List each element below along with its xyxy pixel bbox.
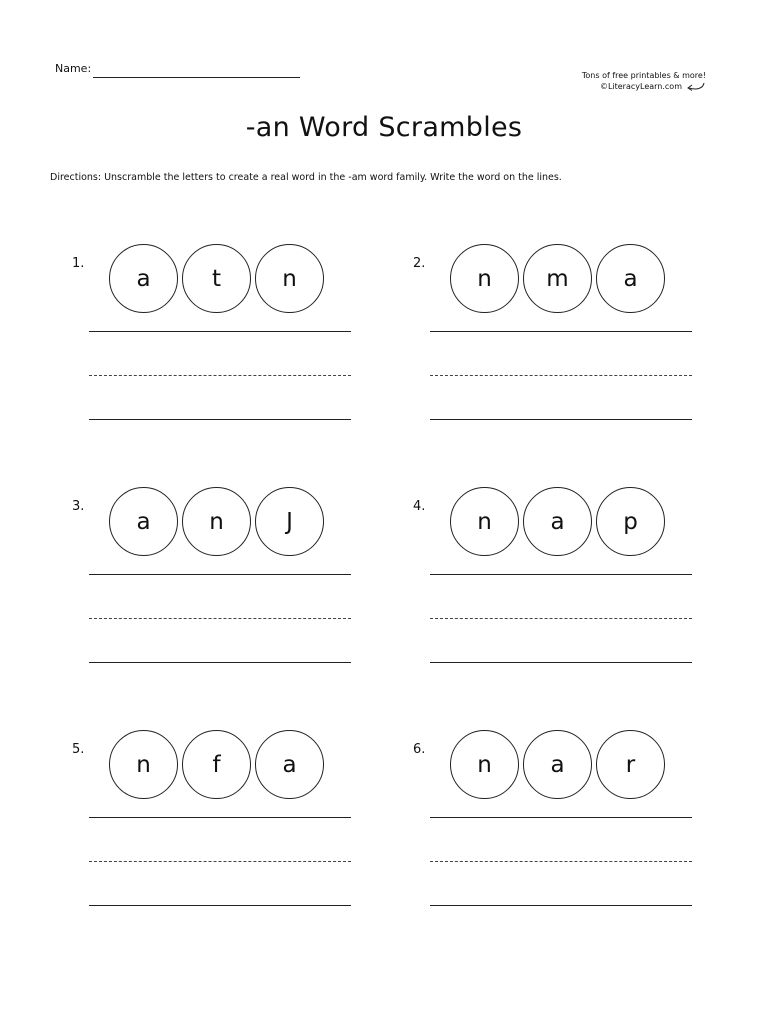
name-line[interactable] [93,77,300,78]
writing-line-base[interactable] [89,905,351,906]
letter-circle: n [450,487,519,556]
tagline-block [540,70,706,92]
directions-text: Directions: Unscramble the letters to create a real word in the -am word family. Write the word on the lines. [50,172,562,183]
writing-line-mid[interactable] [89,375,351,376]
letter-circles [450,244,669,313]
problem-number: 4. [413,499,426,514]
writing-line-base[interactable] [89,662,351,663]
problem-3 [72,499,352,689]
letter-circle: a [596,244,665,313]
letter-circle: a [255,730,324,799]
letter-circle: n [450,244,519,313]
letter-circle: n [109,730,178,799]
letter-circle: n [182,487,251,556]
problem-number: 2. [413,256,426,271]
letter-circle: p [596,487,665,556]
letter-circle: t [182,244,251,313]
problem-6 [413,742,693,932]
curved-arrow-icon [686,82,706,92]
problem-number: 5. [72,742,85,757]
letter-circles [450,487,669,556]
problem-5 [72,742,352,932]
letter-circle: J [255,487,324,556]
credit-text: ©LiteracyLearn.com [599,82,682,92]
letter-circles [109,244,328,313]
letter-circle: n [255,244,324,313]
writing-line-base[interactable] [430,662,692,663]
writing-line-top[interactable] [89,817,351,818]
writing-line-top[interactable] [430,817,692,818]
page-title: -an Word Scrambles [245,112,523,143]
letter-circle: a [109,487,178,556]
letter-circle: a [523,487,592,556]
letter-circles [450,730,669,799]
writing-line-mid[interactable] [430,375,692,376]
writing-line-mid[interactable] [89,861,351,862]
writing-line-top[interactable] [89,331,351,332]
letter-circle: n [450,730,519,799]
writing-line-base[interactable] [430,905,692,906]
letter-circle: a [523,730,592,799]
problem-2 [413,256,693,446]
letter-circle: m [523,244,592,313]
letter-circles [109,487,328,556]
letter-circles [109,730,328,799]
writing-line-mid[interactable] [430,861,692,862]
name-label: Name: [55,62,92,75]
tagline-text: Tons of free printables & more! [581,71,706,80]
writing-line-base[interactable] [89,419,351,420]
writing-line-base[interactable] [430,419,692,420]
problem-number: 1. [72,256,85,271]
problem-number: 3. [72,499,85,514]
writing-line-mid[interactable] [89,618,351,619]
problem-number: 6. [413,742,426,757]
writing-line-top[interactable] [89,574,351,575]
letter-circle: f [182,730,251,799]
letter-circle: r [596,730,665,799]
credit-row [540,81,706,92]
writing-line-top[interactable] [430,331,692,332]
problem-4 [413,499,693,689]
writing-line-mid[interactable] [430,618,692,619]
writing-line-top[interactable] [430,574,692,575]
letter-circle: a [109,244,178,313]
problem-1 [72,256,352,446]
